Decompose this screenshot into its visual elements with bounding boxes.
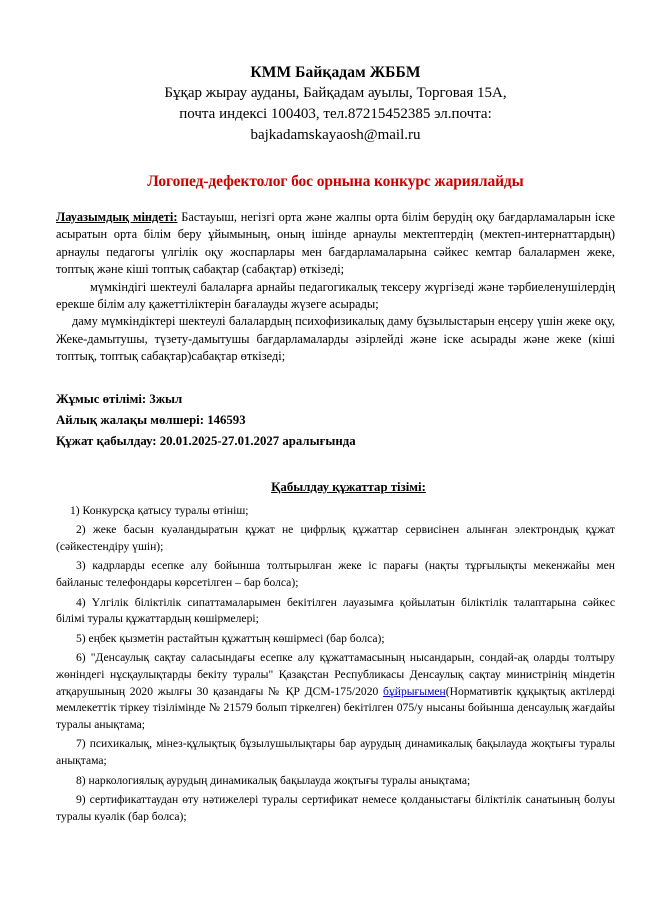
document-item-2: 2) жеке басын куәландыратын құжат не цифрлық құжаттар сервисінен алынған электрондық құжат (сәйкестендіру үшін);: [56, 523, 615, 553]
duties-paragraph-1-text: Бастауыш, негізгі орта және жалпы орта білім берудің оқу бағдарламаларын іске асыратын орта білім беру ұйымының, оның ішінде арнаулы мектептердің (мектеп-интернаттардың) арнаулы педагогы үлгілік оқу жоспарлары мен бағдарламаларына сәйкес кемтар балалармен жеке, топтық және кіші топтық сабақтар (сабақтар) өткізеді;: [56, 210, 615, 277]
documents-list-heading: Қабылдау құжаттар тізімі:: [271, 479, 426, 494]
document-item-4: 4) Үлгілік біліктілік сипаттамаларымен бекітілген лауазымға қойылатын біліктілік талаптарына сәйкес білімі туралы құжаттардың көшірмелері;: [56, 595, 615, 626]
organization-address: Бұқар жырау ауданы, Байқадам ауылы, Торговая 15А,: [164, 85, 507, 101]
document-item-5: 5) еңбек қызметін растайтын құжаттың көшірмесі (бар болса);: [76, 631, 385, 645]
duties-paragraph-3: даму мүмкіндіктері шектеулі балалардың психофизикалық даму бұзылыстарын еңсеру үшін жеке оқу, Жеке-дамытушы, түзету-дамытушы бағдарламаларды әзірлейді және іске асырады және жеке (кіші топтық, топтық сабақтар)сабақтар өткізеді;: [56, 314, 615, 364]
document-item-3: 3) кадрларды есепке алу бойынша толтырылған жеке іс парағы (нақты тұрғылықты мекенжайы мен байланыс телефондары көрсетілген – бар болса);: [56, 559, 615, 590]
document-item-6-suffix: (Нормативтік құқықтық актілерді мемлекеттік тіркеу тізілімінде № 21579 болып тіркелген) бекітілген 075/у нысаны бойынша денсаулық жағдайы туралы анықтама;: [56, 684, 615, 731]
duties-section: [56, 209, 615, 366]
organization-header: [56, 62, 615, 146]
fact-work-experience: Жұмыс өтілімі: 3жыл: [56, 391, 183, 406]
facts-section: [56, 389, 615, 452]
documents-list: [56, 503, 615, 826]
duties-paragraph-2: мүмкіндігі шектеулі балаларға арнайы педагогикалық тексеру жүргізеді және тәрбиеленушілердің ерекше білім алу қажеттіліктерін бағалауды жүзеге асырады;: [56, 279, 615, 312]
document-item-7: 7) психикалық, мінез-құлықтық бұзылушылықтары бар аурудың динамикалық бақылауда жоқтығы туралы анықтама;: [56, 737, 615, 767]
fact-monthly-salary: Айлық жалақы мөлшері: 146593: [56, 412, 246, 427]
document-item-8: 8) наркологиялық аурудың динамикалық бақылауда жоқтығы туралы анықтама;: [76, 773, 471, 787]
organization-name: КММ Байқадам ЖББМ: [250, 64, 421, 81]
order-hyperlink[interactable]: бұйрығымен: [383, 684, 446, 698]
document-item-1: 1) Конкурсқа қатысу туралы өтініш;: [70, 503, 249, 517]
duties-paragraph-1: [56, 209, 615, 279]
announcement-title: Логопед-дефектолог бос орнына конкурс жариялайды: [147, 173, 524, 190]
duties-label: Лауазымдық міндеті:: [56, 210, 178, 224]
document-item-9: 9) сертификаттаудан өту нәтижелері туралы сертификат немесе қолданыстағы біліктілік санатының болуы туралы куәлік (бар болса);: [56, 793, 615, 823]
organization-email: bajkadamskayaosh@mail.ru: [250, 127, 421, 143]
fact-application-period: Құжат қабылдау: 20.01.2025-27.01.2027 аралығында: [56, 433, 356, 448]
document-item-6: [56, 650, 615, 733]
organization-contact: почта индексі 100403, тел.87215452385 эл.почта:: [179, 106, 492, 122]
document-item-6-prefix: 6) "Денсаулық сақтау саласындағы есепке алу құжаттамасының нысандарын, сондай-ақ оларды толтыру жөніндегі нұсқаулықтарды бекіту туралы" Қазақстан Республикасы Денсаулық сақтау министрінің міндетін атқарушының 2020 жылғы 30 қазандағы № ҚР ДСМ-175/2020: [56, 651, 615, 698]
